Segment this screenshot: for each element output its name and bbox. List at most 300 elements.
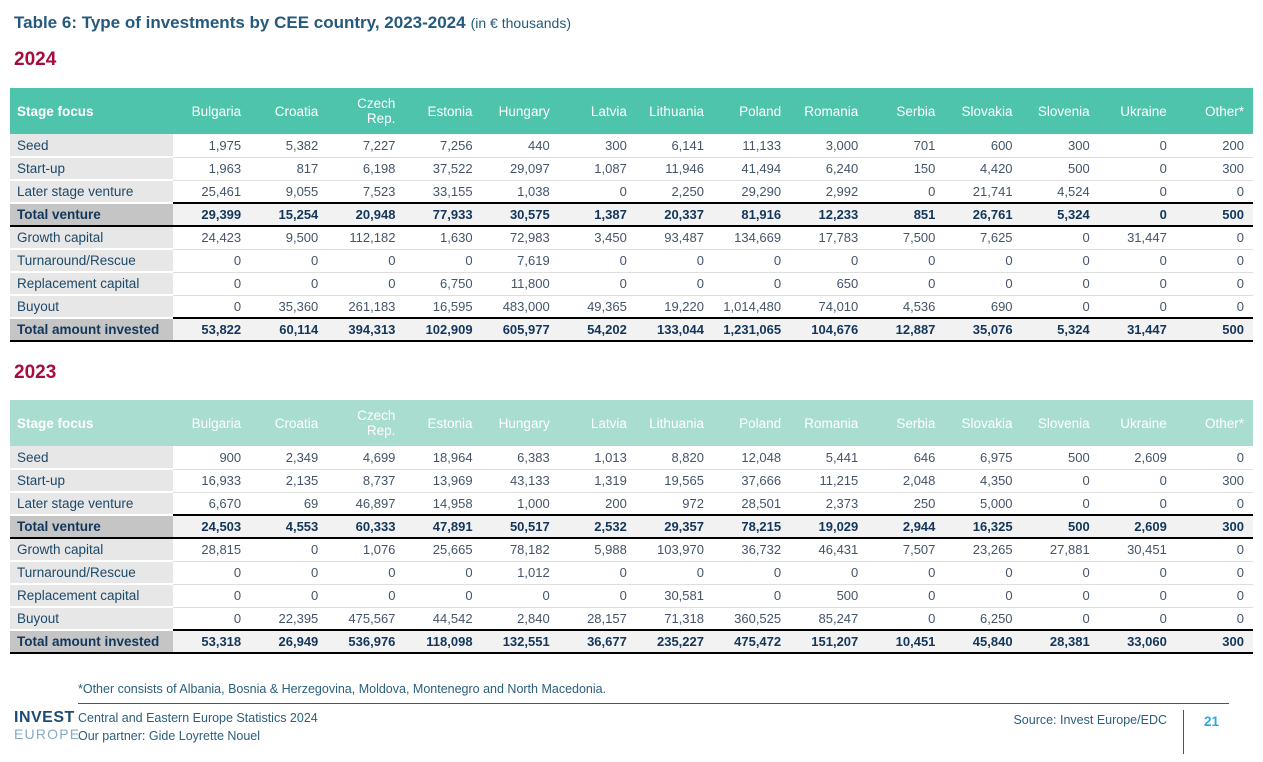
value-cell: 0: [944, 584, 1021, 607]
investments-table-2023: [10, 400, 1253, 654]
value-cell: 77,933: [404, 203, 481, 226]
value-cell: 28,501: [713, 492, 790, 515]
value-cell: 11,800: [482, 272, 559, 295]
value-cell: 0: [1176, 226, 1253, 249]
value-cell: 2,840: [482, 607, 559, 630]
value-cell: 440: [482, 134, 559, 157]
value-cell: 0: [1022, 295, 1099, 318]
value-cell: 0: [559, 584, 636, 607]
source-credit: Source: Invest Europe/EDC: [1013, 713, 1167, 727]
value-cell: 19,565: [636, 469, 713, 492]
value-cell: 0: [713, 272, 790, 295]
value-cell: 0: [944, 272, 1021, 295]
value-cell: 200: [1176, 134, 1253, 157]
value-cell: 600: [944, 134, 1021, 157]
value-cell: 0: [1099, 249, 1176, 272]
row-label: Buyout: [10, 607, 173, 630]
column-header-latvia: Latvia: [559, 400, 636, 446]
value-cell: 701: [867, 134, 944, 157]
column-header-estonia: Estonia: [404, 88, 481, 134]
column-header-ukraine: Ukraine: [1099, 88, 1176, 134]
value-cell: 0: [327, 561, 404, 584]
column-header-czech-rep: Czech Rep.: [327, 88, 404, 134]
value-cell: 26,761: [944, 203, 1021, 226]
column-header-lithuania: Lithuania: [636, 88, 713, 134]
value-cell: 0: [404, 584, 481, 607]
page-number: 21: [1204, 714, 1220, 729]
value-cell: 93,487: [636, 226, 713, 249]
value-cell: 0: [327, 272, 404, 295]
value-cell: 7,523: [327, 180, 404, 203]
row-label: Start-up: [10, 157, 173, 180]
value-cell: 33,155: [404, 180, 481, 203]
value-cell: 650: [790, 272, 867, 295]
value-cell: 6,670: [173, 492, 250, 515]
stage-focus-header: Stage focus: [10, 88, 173, 134]
value-cell: 0: [867, 180, 944, 203]
value-cell: 300: [1176, 157, 1253, 180]
value-cell: 37,666: [713, 469, 790, 492]
value-cell: 27,881: [1022, 538, 1099, 561]
value-cell: 200: [559, 492, 636, 515]
value-cell: 72,983: [482, 226, 559, 249]
table-row: [10, 561, 1253, 584]
value-cell: 15,254: [250, 203, 327, 226]
footer-rule-area: [78, 703, 1229, 754]
value-cell: 28,381: [1022, 630, 1099, 653]
value-cell: 31,447: [1099, 318, 1176, 341]
value-cell: 11,215: [790, 469, 867, 492]
value-cell: 2,944: [867, 515, 944, 538]
table-row: [10, 249, 1253, 272]
value-cell: 5,988: [559, 538, 636, 561]
value-cell: 7,256: [404, 134, 481, 157]
value-cell: 2,992: [790, 180, 867, 203]
value-cell: 1,038: [482, 180, 559, 203]
value-cell: 8,820: [636, 446, 713, 469]
table-row: [10, 318, 1253, 341]
table-row: [10, 584, 1253, 607]
row-label: Seed: [10, 446, 173, 469]
value-cell: 6,250: [944, 607, 1021, 630]
table-row: [10, 446, 1253, 469]
value-cell: 0: [1022, 584, 1099, 607]
column-header-serbia: Serbia: [867, 88, 944, 134]
value-cell: 0: [1022, 607, 1099, 630]
value-cell: 1,076: [327, 538, 404, 561]
value-cell: 0: [636, 249, 713, 272]
value-cell: 0: [867, 561, 944, 584]
column-header-slovenia: Slovenia: [1022, 400, 1099, 446]
column-header-romania: Romania: [790, 88, 867, 134]
value-cell: 6,383: [482, 446, 559, 469]
value-cell: 24,423: [173, 226, 250, 249]
row-label: Buyout: [10, 295, 173, 318]
value-cell: 500: [1176, 318, 1253, 341]
row-label: Growth capital: [10, 226, 173, 249]
logo-line-invest: INVEST: [14, 709, 75, 726]
value-cell: 0: [1099, 492, 1176, 515]
value-cell: 0: [1022, 561, 1099, 584]
value-cell: 78,182: [482, 538, 559, 561]
value-cell: 151,207: [790, 630, 867, 653]
value-cell: 0: [173, 249, 250, 272]
value-cell: 0: [1022, 226, 1099, 249]
row-label: Total venture: [10, 515, 173, 538]
column-header-poland: Poland: [713, 400, 790, 446]
value-cell: 2,532: [559, 515, 636, 538]
value-cell: 5,441: [790, 446, 867, 469]
value-cell: 43,133: [482, 469, 559, 492]
value-cell: 0: [867, 272, 944, 295]
column-header-other: Other*: [1176, 88, 1253, 134]
column-header-czech-rep: Czech Rep.: [327, 400, 404, 446]
value-cell: 475,567: [327, 607, 404, 630]
value-cell: 0: [713, 561, 790, 584]
row-label: Total amount invested: [10, 318, 173, 341]
value-cell: 0: [250, 584, 327, 607]
value-cell: 0: [1099, 180, 1176, 203]
value-cell: 4,536: [867, 295, 944, 318]
value-cell: 0: [250, 538, 327, 561]
value-cell: 24,503: [173, 515, 250, 538]
value-cell: 46,897: [327, 492, 404, 515]
column-header-romania: Romania: [790, 400, 867, 446]
value-cell: 2,135: [250, 469, 327, 492]
value-cell: 31,447: [1099, 226, 1176, 249]
value-cell: 85,247: [790, 607, 867, 630]
value-cell: 0: [1176, 446, 1253, 469]
value-cell: 394,313: [327, 318, 404, 341]
value-cell: 9,500: [250, 226, 327, 249]
value-cell: 74,010: [790, 295, 867, 318]
value-cell: 7,507: [867, 538, 944, 561]
column-header-bulgaria: Bulgaria: [173, 88, 250, 134]
value-cell: 16,933: [173, 469, 250, 492]
value-cell: 19,029: [790, 515, 867, 538]
value-cell: 35,076: [944, 318, 1021, 341]
value-cell: 44,542: [404, 607, 481, 630]
value-cell: 29,290: [713, 180, 790, 203]
value-cell: 0: [173, 584, 250, 607]
value-cell: 132,551: [482, 630, 559, 653]
value-cell: 0: [1176, 584, 1253, 607]
value-cell: 45,840: [944, 630, 1021, 653]
column-header-hungary: Hungary: [482, 88, 559, 134]
value-cell: 13,969: [404, 469, 481, 492]
table-row: [10, 469, 1253, 492]
value-cell: 25,461: [173, 180, 250, 203]
value-cell: 851: [867, 203, 944, 226]
value-cell: 605,977: [482, 318, 559, 341]
column-header-other: Other*: [1176, 400, 1253, 446]
value-cell: 81,916: [713, 203, 790, 226]
value-cell: 0: [1099, 134, 1176, 157]
value-cell: 0: [1099, 469, 1176, 492]
value-cell: 500: [1022, 515, 1099, 538]
value-cell: 28,815: [173, 538, 250, 561]
value-cell: 20,337: [636, 203, 713, 226]
value-cell: 1,319: [559, 469, 636, 492]
value-cell: 1,014,480: [713, 295, 790, 318]
value-cell: 18,964: [404, 446, 481, 469]
value-cell: 0: [482, 584, 559, 607]
value-cell: 3,450: [559, 226, 636, 249]
value-cell: 33,060: [1099, 630, 1176, 653]
value-cell: 60,114: [250, 318, 327, 341]
value-cell: 7,227: [327, 134, 404, 157]
value-cell: 0: [1176, 180, 1253, 203]
investments-table-2024: [10, 88, 1253, 342]
value-cell: 360,525: [713, 607, 790, 630]
value-cell: 29,357: [636, 515, 713, 538]
value-cell: 102,909: [404, 318, 481, 341]
value-cell: 4,524: [1022, 180, 1099, 203]
column-header-hungary: Hungary: [482, 400, 559, 446]
table-row: [10, 295, 1253, 318]
value-cell: 53,822: [173, 318, 250, 341]
value-cell: 0: [173, 561, 250, 584]
row-label: Total amount invested: [10, 630, 173, 653]
footer-left-text: [78, 710, 318, 754]
column-header-croatia: Croatia: [250, 400, 327, 446]
value-cell: 6,141: [636, 134, 713, 157]
value-cell: 0: [173, 272, 250, 295]
footer-partner-line: Our partner: Gide Loyrette Nouel: [78, 728, 261, 743]
table-row: [10, 226, 1253, 249]
value-cell: 7,500: [867, 226, 944, 249]
value-cell: 103,970: [636, 538, 713, 561]
value-cell: 0: [944, 249, 1021, 272]
value-cell: 71,318: [636, 607, 713, 630]
footer-report-title: Central and Eastern Europe Statistics 2024: [78, 711, 318, 725]
value-cell: 6,240: [790, 157, 867, 180]
value-cell: 1,963: [173, 157, 250, 180]
footnote: *Other consists of Albania, Bosnia & Herzegovina, Moldova, Montenegro and North Macedonia.: [78, 682, 607, 696]
value-cell: 2,609: [1099, 446, 1176, 469]
table-row: [10, 538, 1253, 561]
value-cell: 235,227: [636, 630, 713, 653]
value-cell: 4,350: [944, 469, 1021, 492]
value-cell: 19,220: [636, 295, 713, 318]
value-cell: 0: [404, 561, 481, 584]
value-cell: 10,451: [867, 630, 944, 653]
value-cell: 0: [173, 295, 250, 318]
table-row: [10, 492, 1253, 515]
value-cell: 78,215: [713, 515, 790, 538]
value-cell: 6,198: [327, 157, 404, 180]
value-cell: 23,265: [944, 538, 1021, 561]
value-cell: 300: [1176, 630, 1253, 653]
value-cell: 972: [636, 492, 713, 515]
table-row: [10, 630, 1253, 653]
value-cell: 1,387: [559, 203, 636, 226]
value-cell: 4,699: [327, 446, 404, 469]
value-cell: 29,399: [173, 203, 250, 226]
value-cell: 500: [1022, 446, 1099, 469]
value-cell: 2,609: [1099, 515, 1176, 538]
value-cell: 29,097: [482, 157, 559, 180]
value-cell: 5,324: [1022, 318, 1099, 341]
column-header-ukraine: Ukraine: [1099, 400, 1176, 446]
value-cell: 0: [250, 561, 327, 584]
value-cell: 690: [944, 295, 1021, 318]
page-title: [14, 13, 571, 33]
value-cell: 54,202: [559, 318, 636, 341]
value-cell: 2,048: [867, 469, 944, 492]
value-cell: 0: [1099, 584, 1176, 607]
value-cell: 300: [559, 134, 636, 157]
value-cell: 0: [1099, 272, 1176, 295]
row-label: Replacement capital: [10, 272, 173, 295]
table-title-text: Table 6: Type of investments by CEE country, 2023-2024: [14, 13, 466, 32]
value-cell: 0: [944, 561, 1021, 584]
value-cell: 17,783: [790, 226, 867, 249]
value-cell: 250: [867, 492, 944, 515]
value-cell: 2,349: [250, 446, 327, 469]
row-label: Turnaround/Rescue: [10, 249, 173, 272]
value-cell: 0: [559, 272, 636, 295]
value-cell: 0: [1176, 607, 1253, 630]
year-heading-2023: 2023: [14, 362, 57, 383]
value-cell: 0: [1176, 561, 1253, 584]
value-cell: 37,522: [404, 157, 481, 180]
value-cell: 46,431: [790, 538, 867, 561]
value-cell: 0: [790, 561, 867, 584]
value-cell: 261,183: [327, 295, 404, 318]
value-cell: 4,553: [250, 515, 327, 538]
value-cell: 0: [1022, 492, 1099, 515]
logo-line-europe: EUROPE: [14, 726, 81, 742]
value-cell: 35,360: [250, 295, 327, 318]
value-cell: 5,324: [1022, 203, 1099, 226]
value-cell: 53,318: [173, 630, 250, 653]
value-cell: 0: [327, 584, 404, 607]
column-header-serbia: Serbia: [867, 400, 944, 446]
invest-europe-logo: [14, 703, 81, 754]
value-cell: 16,595: [404, 295, 481, 318]
value-cell: 0: [713, 584, 790, 607]
value-cell: 0: [1099, 157, 1176, 180]
value-cell: 6,975: [944, 446, 1021, 469]
value-cell: 500: [1176, 203, 1253, 226]
value-cell: 0: [713, 249, 790, 272]
table-row: [10, 157, 1253, 180]
value-cell: 0: [250, 249, 327, 272]
table-row: [10, 272, 1253, 295]
value-cell: 1,975: [173, 134, 250, 157]
value-cell: 500: [790, 584, 867, 607]
value-cell: 0: [1176, 295, 1253, 318]
value-cell: 30,575: [482, 203, 559, 226]
value-cell: 3,000: [790, 134, 867, 157]
value-cell: 300: [1176, 469, 1253, 492]
table-row: [10, 134, 1253, 157]
value-cell: 7,625: [944, 226, 1021, 249]
value-cell: 0: [1176, 538, 1253, 561]
page-footer: [14, 703, 1229, 754]
stage-focus-header: Stage focus: [10, 400, 173, 446]
value-cell: 0: [404, 249, 481, 272]
value-cell: 483,000: [482, 295, 559, 318]
value-cell: 500: [1022, 157, 1099, 180]
value-cell: 5,000: [944, 492, 1021, 515]
value-cell: 69: [250, 492, 327, 515]
value-cell: 60,333: [327, 515, 404, 538]
row-label: Turnaround/Rescue: [10, 561, 173, 584]
value-cell: 1,630: [404, 226, 481, 249]
column-header-slovakia: Slovakia: [944, 400, 1021, 446]
value-cell: 22,395: [250, 607, 327, 630]
value-cell: 0: [1176, 249, 1253, 272]
value-cell: 36,677: [559, 630, 636, 653]
row-label: Later stage venture: [10, 180, 173, 203]
value-cell: 118,098: [404, 630, 481, 653]
table-title-unit: (in € thousands): [470, 15, 572, 31]
value-cell: 36,732: [713, 538, 790, 561]
value-cell: 6,750: [404, 272, 481, 295]
row-label: Later stage venture: [10, 492, 173, 515]
value-cell: 7,619: [482, 249, 559, 272]
value-cell: 1,012: [482, 561, 559, 584]
value-cell: 2,250: [636, 180, 713, 203]
value-cell: 475,472: [713, 630, 790, 653]
table-row: [10, 203, 1253, 226]
value-cell: 5,382: [250, 134, 327, 157]
value-cell: 9,055: [250, 180, 327, 203]
value-cell: 14,958: [404, 492, 481, 515]
value-cell: 0: [636, 272, 713, 295]
value-cell: 1,231,065: [713, 318, 790, 341]
value-cell: 1,000: [482, 492, 559, 515]
value-cell: 11,133: [713, 134, 790, 157]
value-cell: 133,044: [636, 318, 713, 341]
value-cell: 30,581: [636, 584, 713, 607]
value-cell: 817: [250, 157, 327, 180]
value-cell: 50,517: [482, 515, 559, 538]
value-cell: 646: [867, 446, 944, 469]
value-cell: 16,325: [944, 515, 1021, 538]
value-cell: 900: [173, 446, 250, 469]
value-cell: 28,157: [559, 607, 636, 630]
value-cell: 104,676: [790, 318, 867, 341]
column-header-estonia: Estonia: [404, 400, 481, 446]
value-cell: 0: [327, 249, 404, 272]
value-cell: 0: [1176, 492, 1253, 515]
value-cell: 0: [559, 180, 636, 203]
value-cell: 0: [1099, 295, 1176, 318]
value-cell: 0: [1099, 203, 1176, 226]
table-row: [10, 607, 1253, 630]
value-cell: 12,233: [790, 203, 867, 226]
value-cell: 12,048: [713, 446, 790, 469]
value-cell: 0: [559, 561, 636, 584]
value-cell: 1,087: [559, 157, 636, 180]
column-header-croatia: Croatia: [250, 88, 327, 134]
value-cell: 30,451: [1099, 538, 1176, 561]
table-row: [10, 180, 1253, 203]
value-cell: 12,887: [867, 318, 944, 341]
value-cell: 8,737: [327, 469, 404, 492]
column-header-poland: Poland: [713, 88, 790, 134]
table-row: [10, 515, 1253, 538]
value-cell: 0: [867, 607, 944, 630]
value-cell: 536,976: [327, 630, 404, 653]
row-label: Replacement capital: [10, 584, 173, 607]
value-cell: 0: [867, 584, 944, 607]
value-cell: 0: [1022, 272, 1099, 295]
value-cell: 0: [1022, 249, 1099, 272]
